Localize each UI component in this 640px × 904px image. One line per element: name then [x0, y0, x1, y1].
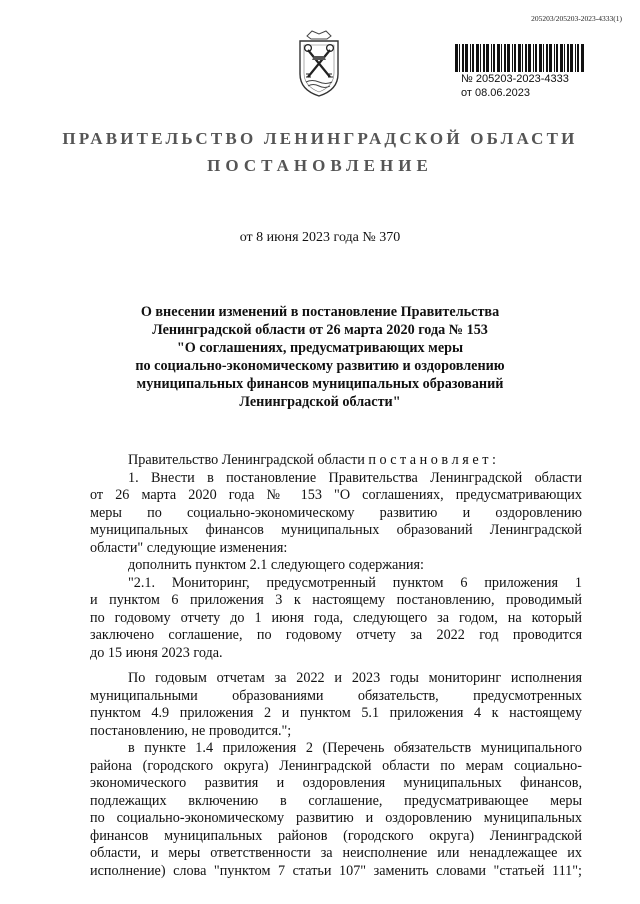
body-line: по годовому отчету до 1 июня года, следующего за годом, на который [90, 609, 582, 626]
body-line: дополнить пунктом 2.1 следующего содержания: [128, 557, 424, 573]
body-line: подлежащих включению в соглашение, предусматривающее меры [90, 792, 582, 809]
body-line: муниципальными образованиями обязательств, предусмотренных [90, 687, 582, 704]
body-line: от 26 марта 2020 года № 153 "О соглашениях, предусматривающих [90, 487, 582, 503]
body-line: 1. Внести в постановление Правительства Ленинградской области [128, 469, 582, 486]
body-line: экономического развития и оздоровления муниципальных финансов, [90, 775, 582, 791]
body-line: "2.1. Мониторинг, предусмотренный пунктом 6 приложения 1 [128, 574, 582, 591]
body-line: исполнение) слова "пунктом 7 статьи 107" заменить словами "статьей 111"; [90, 862, 582, 879]
registration-number: № 205203-2023-4333 [461, 73, 569, 85]
body-line: заключено соглашение, по годовому отчету за 2022 год проводится [90, 627, 582, 643]
resolution-date-number: от 8 июня 2023 года № 370 [239, 230, 401, 245]
resolution-heading [100, 303, 540, 411]
heading-line: Ленинградской области от 26 марта 2020 года № 153 [152, 322, 488, 338]
body-line: в пункте 1.4 приложения 2 (Перечень обязательств муниципального [128, 740, 582, 756]
government-title: ПРАВИТЕЛЬСТВО ЛЕНИНГРАДСКОЙ ОБЛАСТИ [62, 129, 578, 148]
body-line: по социально-экономическому развитию и оздоровлению муниципальных [90, 810, 582, 826]
body-line: постановлению, не проводится."; [90, 722, 292, 739]
barcode [455, 44, 587, 72]
body-line: финансов муниципальных районов (городского округа) Ленинградской [90, 827, 582, 844]
body-line: и пунктом 6 приложения 3 к настоящему постановлению, проводимый [90, 592, 582, 608]
body-line: области" следующие изменения: [90, 539, 288, 556]
body-line: По годовым отчетам за 2022 и 2023 годы мониторинг исполнения [128, 670, 582, 686]
registration-date: от 08.06.2023 [461, 87, 531, 99]
heading-line: О внесении изменений в постановление Правительства [140, 304, 500, 320]
heading-line: по социально-экономическому развитию и оздоровлению [135, 358, 505, 374]
heading-line: муниципальных финансов муниципальных образований [136, 376, 504, 392]
coat-of-arms-emblem [292, 30, 346, 98]
body-line: меры по социально-экономическому развитию и оздоровлению [90, 504, 582, 521]
body-line: муниципальных финансов муниципальных образований Ленинградской [90, 522, 582, 538]
resolution-body [90, 452, 582, 880]
body-line: области, и меры ответственности за неисполнение или ненадлежащее их [90, 845, 582, 861]
body-line: района (городского округа) Ленинградской области по мерам социально- [90, 757, 582, 774]
body-line: пунктом 4.9 приложения 2 и пунктом 5.1 приложения 4 к настоящему [90, 705, 582, 721]
document-id: 205203/205203-2023-4333(1) [531, 14, 622, 23]
heading-line: Ленинградской области" [239, 394, 401, 410]
body-line: до 15 июня 2023 года. [90, 644, 223, 661]
body-line: Правительство Ленинградской области п о с т а н о в л я е т : [128, 452, 496, 468]
document-type: ПОСТАНОВЛЕНИЕ [207, 156, 433, 175]
heading-line: "О соглашениях, предусматривающих меры [176, 340, 464, 356]
